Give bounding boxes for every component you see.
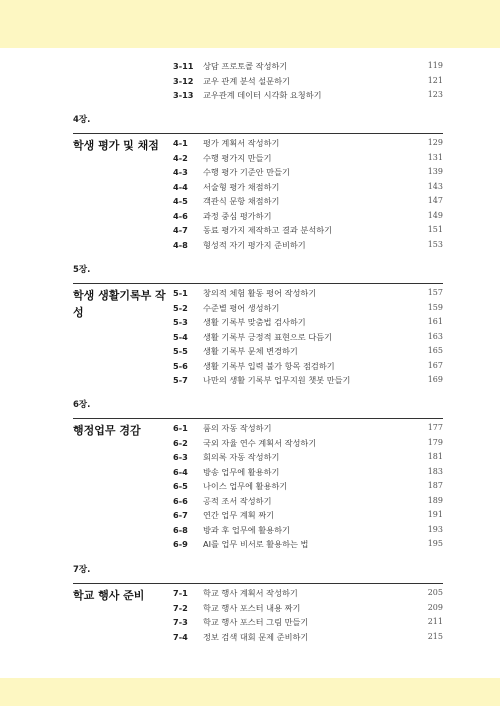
entry-title: 학교 행사 포스터 내용 짜기 [203,602,301,613]
entry-page-number: 211 [427,617,443,626]
bottom-color-band [0,678,500,706]
entry-title: 방과 후 업무에 활용하기 [203,524,290,535]
entry-page-number: 161 [427,317,443,326]
entry-number: 3-12 [173,75,194,86]
entry-title: 품의 자동 작성하기 [203,423,272,433]
entry-number: 6-5 [173,481,188,491]
toc-entry[interactable] [173,344,443,358]
entry-number: 5-2 [173,302,188,313]
toc-entry[interactable] [173,494,443,508]
toc-entry[interactable] [173,421,443,435]
toc-entry[interactable] [173,523,443,537]
chapter-divider [73,418,443,419]
toc-entry[interactable] [173,209,443,223]
chapter-label: 4장. [73,115,91,125]
entry-title: 생활 기록부 긍정적 표현으로 다듬기 [203,331,333,342]
chapter-title[interactable]: 학생 생활기록부 작성 [73,289,166,319]
toc-entry[interactable] [173,151,443,165]
entry-page-number: 181 [427,452,443,461]
entry-title: 수행 평가 기준안 만들기 [203,167,290,177]
entry-title: 나만의 생활 기록부 업무지원 챗봇 만들기 [203,375,351,385]
entry-title: 동료 평가지 제작하고 결과 분석하기 [203,225,333,235]
entry-title: 공적 조서 작성하기 [203,495,272,506]
chapter-divider [73,283,443,284]
entry-page-number: 179 [427,437,443,447]
entry-title: 생활 기록부 맞춤법 검사하기 [203,317,306,327]
entry-number: 4-1 [173,138,188,148]
entry-title: 과정 중심 평가하기 [203,210,272,221]
entry-page-number: 167 [427,360,443,370]
entry-page-number: 139 [427,167,443,176]
toc-entry[interactable] [173,630,443,644]
entry-title: AI를 업무 비서로 활용하는 법 [203,539,309,549]
entry-page-number: 119 [427,61,443,70]
entry-page-number: 153 [427,239,443,249]
chapter-label: 6장. [73,400,91,410]
entry-title: 평가 계획서 작성하기 [203,138,280,148]
entry-number: 5-4 [173,331,188,342]
entry-number: 5-5 [173,346,188,356]
toc-entry[interactable] [173,586,443,600]
toc-entry[interactable] [173,194,443,208]
entry-title: 서술형 평가 채점하기 [203,181,280,192]
entry-page-number: 177 [427,423,443,432]
toc-entry[interactable] [173,238,443,252]
entry-title: 정보 검색 대회 문제 준비하기 [203,631,309,642]
entry-title: 형성적 자기 평가지 준비하기 [203,239,306,250]
entry-number: 6-1 [173,423,188,433]
chapter-title[interactable]: 행정업무 경감 [73,424,141,437]
entry-number: 6-9 [173,539,188,549]
entry-number: 3-11 [173,61,194,71]
chapter-divider [73,583,443,584]
entry-page-number: 187 [427,481,443,490]
entry-number: 4-6 [173,210,188,221]
toc-entry[interactable] [173,88,443,102]
chapter-title[interactable]: 학교 행사 준비 [73,589,145,602]
entry-title: 회의록 자동 작성하기 [203,452,280,462]
entry-page-number: 189 [427,495,443,505]
entry-number: 5-6 [173,360,188,371]
entry-page-number: 147 [427,196,443,205]
entry-number: 7-3 [173,617,188,627]
entry-title: 수준별 평어 생성하기 [203,302,280,313]
entry-title: 상담 프로토콜 작성하기 [203,61,288,71]
entry-number: 6-4 [173,466,188,477]
entry-title: 생활 기록부 문체 변경하기 [203,346,298,356]
entry-page-number: 151 [427,225,443,234]
toc-entry[interactable] [173,136,443,150]
toc-entry[interactable] [173,508,443,522]
entry-number: 4-3 [173,167,188,177]
entry-number: 4-7 [173,225,188,235]
entry-page-number: 149 [427,210,443,220]
entry-page-number: 129 [427,138,443,147]
entry-number: 4-4 [173,181,188,192]
entry-page-number: 215 [427,631,443,641]
entry-number: 7-2 [173,602,188,613]
entry-page-number: 143 [427,181,443,191]
toc-entry[interactable] [173,373,443,387]
entry-number: 6-2 [173,437,188,448]
toc-entry[interactable] [173,223,443,237]
entry-number: 7-4 [173,631,188,642]
entry-number: 5-1 [173,288,188,298]
toc-entry[interactable] [173,59,443,73]
entry-page-number: 195 [427,539,443,548]
toc-entry[interactable] [173,450,443,464]
toc-entry[interactable] [173,74,443,88]
entry-page-number: 183 [427,466,443,476]
entry-page-number: 191 [427,510,443,519]
entry-page-number: 205 [427,588,443,597]
entry-number: 6-7 [173,510,188,520]
entry-page-number: 121 [427,75,443,85]
toc-entry[interactable] [173,465,443,479]
toc-entry[interactable] [173,315,443,329]
entry-number: 6-8 [173,524,188,535]
entry-number: 3-13 [173,90,194,100]
entry-title: 교우 관계 분석 설문하기 [203,75,290,86]
entry-page-number: 157 [427,288,443,297]
entry-title: 생활 기록부 입력 불가 항목 점검하기 [203,360,335,371]
toc-entry[interactable] [173,601,443,615]
entry-page-number: 209 [427,602,443,612]
entry-title: 방송 업무에 활용하기 [203,466,280,477]
top-color-band [0,0,500,48]
toc-entry[interactable] [173,180,443,194]
toc-entry[interactable] [173,479,443,493]
toc-entry[interactable] [173,615,443,629]
entry-title: 창의적 체험 활동 평어 작성하기 [203,288,317,298]
toc-entry[interactable] [173,359,443,373]
entry-number: 6-3 [173,452,188,462]
toc-entry[interactable] [173,286,443,300]
entry-number: 5-7 [173,375,188,385]
toc-entry[interactable] [173,165,443,179]
entry-number: 4-5 [173,196,188,206]
toc-entry[interactable] [173,330,443,344]
chapter-divider [73,133,443,134]
entry-title: 학교 행사 포스터 그림 만들기 [203,617,309,627]
entry-page-number: 159 [427,302,443,312]
entry-number: 7-1 [173,588,188,598]
entry-number: 4-2 [173,152,188,163]
entry-title: 학교 행사 계획서 작성하기 [203,588,298,598]
toc-entry[interactable] [173,436,443,450]
toc-entry[interactable] [173,301,443,315]
entry-number: 5-3 [173,317,188,327]
entry-page-number: 193 [427,524,443,534]
entry-page-number: 163 [427,331,443,341]
entry-title: 연간 업무 계획 짜기 [203,510,275,520]
entry-number: 6-6 [173,495,188,506]
chapter-title[interactable]: 학생 평가 및 채점 [73,139,159,152]
entry-title: 국외 자율 연수 계획서 작성하기 [203,437,317,448]
entry-title: 객관식 문항 채점하기 [203,196,280,206]
entry-number: 4-8 [173,239,188,250]
entry-title: 교우관계 데이터 시각화 요청하기 [203,90,322,100]
entry-title: 수행 평가지 만들기 [203,152,272,163]
entry-page-number: 169 [427,375,443,384]
toc-entry[interactable] [173,537,443,551]
chapter-label: 5장. [73,265,91,275]
entry-title: 나이스 업무에 활용하기 [203,481,288,491]
entry-page-number: 123 [427,90,443,99]
entry-page-number: 165 [427,346,443,355]
entry-page-number: 131 [427,152,443,162]
chapter-label: 7장. [73,565,91,575]
